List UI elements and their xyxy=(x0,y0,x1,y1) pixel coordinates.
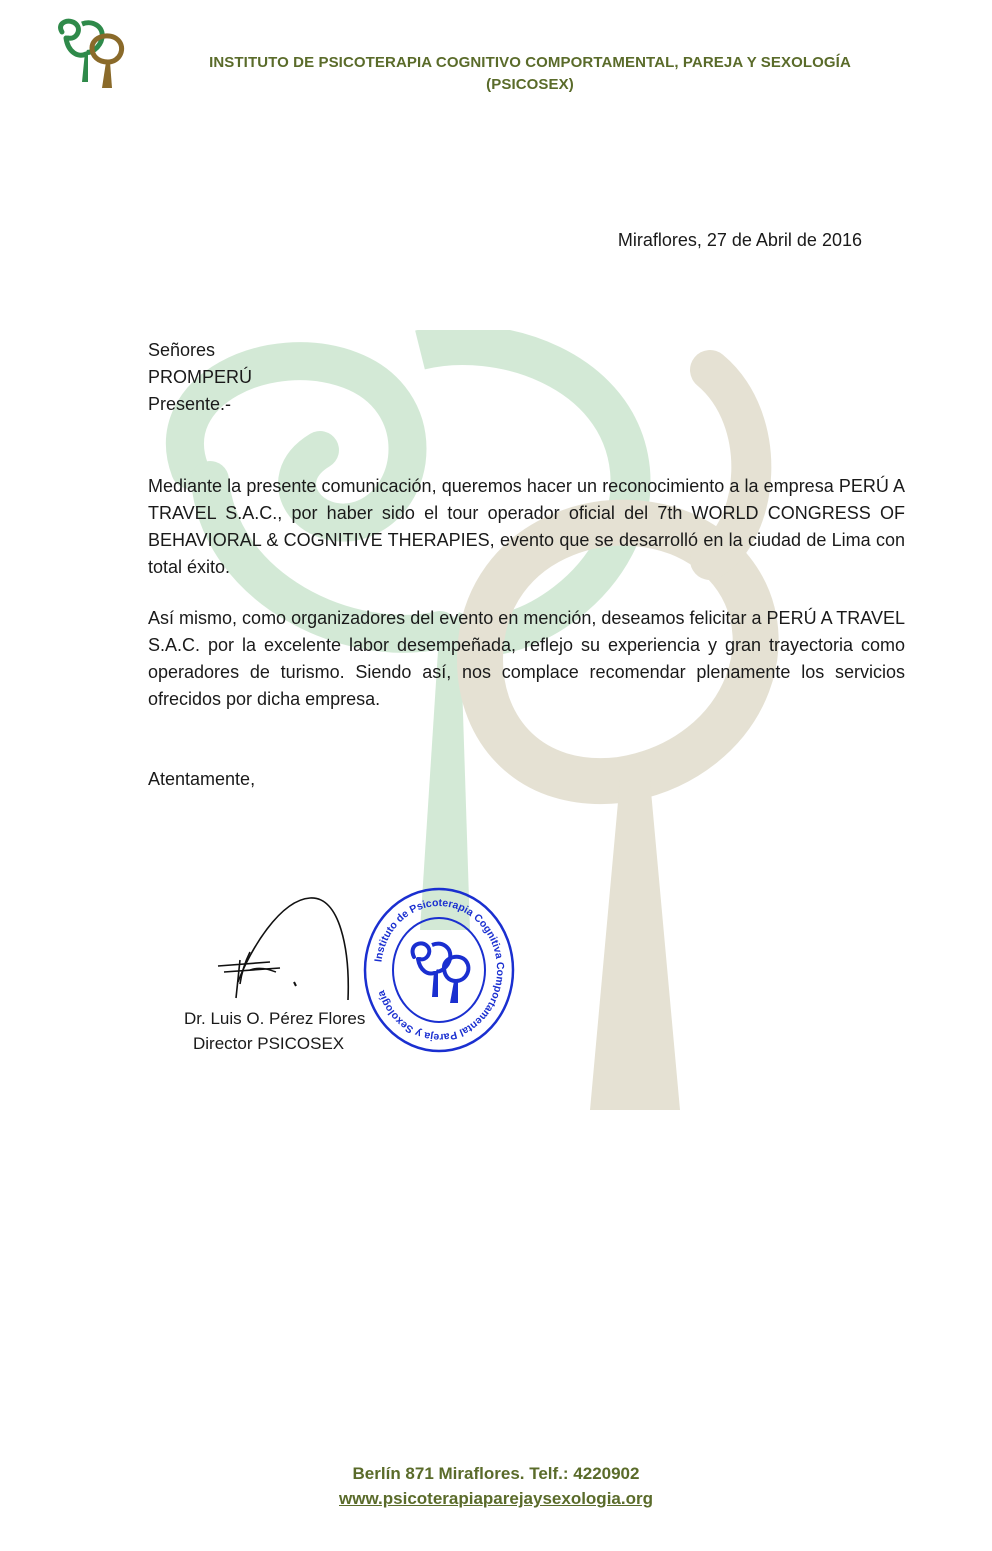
signer-title: Director PSICOSEX xyxy=(193,1034,345,1053)
handwritten-signature xyxy=(210,890,370,1010)
body-paragraph-1: Mediante la presente comunicación, queremos hacer un reconocimiento a la empresa PERÚ A TRAVEL S.A.C., por haber sido el tour operador oficial del 7th WORLD CONGRESS OF BEHAVIORAL & COGNITIVE THERAPIES, evento que se desarrolló en la ciudad de Lima con total éxito. xyxy=(148,476,905,577)
signer-name: Dr. Luis O. Pérez Flores xyxy=(184,1009,366,1028)
letter-date: Miraflores, 27 de Abril de 2016 xyxy=(617,230,862,250)
institute-header xyxy=(150,52,910,96)
recipient-salutation: Señores xyxy=(148,340,216,360)
signer-block xyxy=(184,1006,365,1056)
closing: Atentamente, xyxy=(148,769,256,789)
institute-name: INSTITUTO DE PSICOTERAPIA COGNITIVO COMPORTAMENTAL, PAREJA Y SEXOLOGÍA xyxy=(209,54,851,71)
stamp-text: Instituto de Psicoterapia Cognitiva Comportamental Pareja y Sexología xyxy=(372,896,507,1044)
institute-acronym: (PSICOSEX) xyxy=(486,76,574,93)
footer-address: Berlín 871 Miraflores. Telf.: 4220902 xyxy=(352,1464,640,1483)
recipient-organization: PROMPERÚ xyxy=(148,367,253,387)
body-paragraph-2: Así mismo, como organizadores del evento en mención, deseamos felicitar a PERÚ A TRAVEL S.A.C. por la excelente labor desempeñada, reflejo su experiencia y gran trayectoria como operadores de turismo. Siendo así, nos complace recomendar plenamente los servicios ofrecidos por dicha empresa. xyxy=(148,608,905,709)
psicosex-logo-icon xyxy=(52,18,132,90)
stamp-logo-icon xyxy=(413,943,469,1003)
recipient-presente: Presente.- xyxy=(148,394,232,414)
recipient-block xyxy=(148,337,252,418)
footer-website-link[interactable]: www.psicoterapiaparejaysexologia.org xyxy=(339,1489,653,1508)
footer xyxy=(0,1461,992,1511)
institute-stamp xyxy=(362,885,516,1055)
